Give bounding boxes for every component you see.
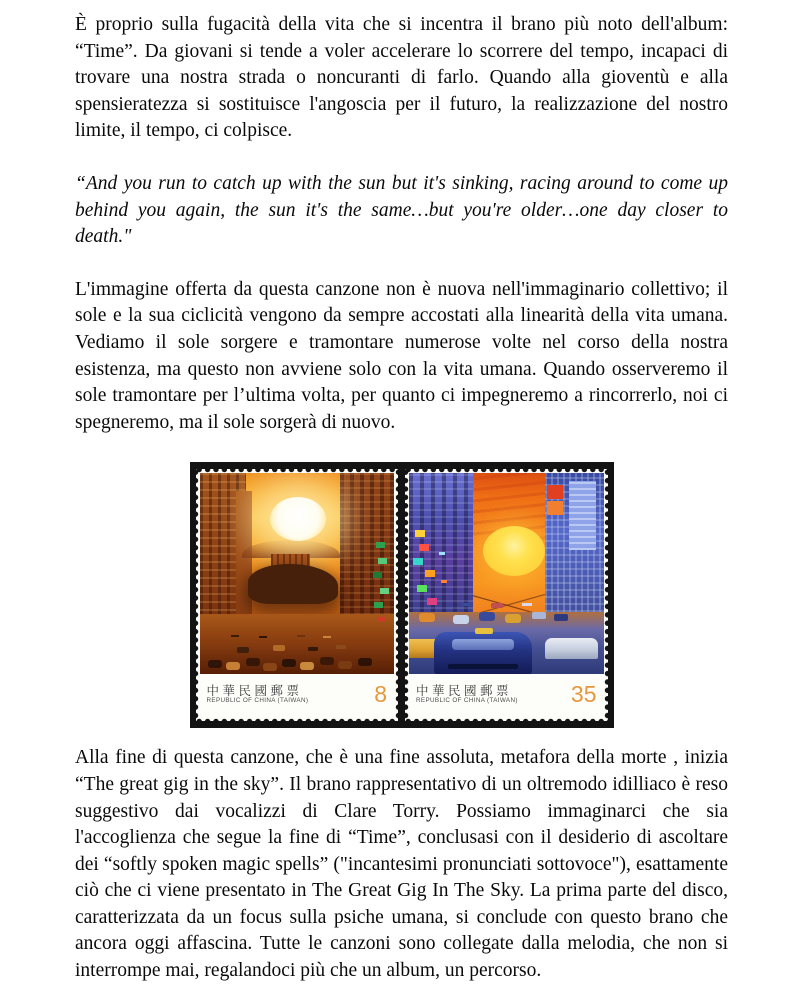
right-stamp-white-car xyxy=(545,638,598,659)
paragraph-intro-time: È proprio sulla fugacità della vita che si incentra il brano più noto dell'album: “Time”. Da giovani si tende a voler accelerare lo scorrere del tempo, incapaci di trovare una nostra strada o noncuranti di farlo. Quando alla gioventù e alla spensieratezza si sostituisce l'angoscia per il futuro, la realizzazione del nostro limite, il tempo, ci colpisce. xyxy=(75,14,728,142)
right-stamp xyxy=(405,469,608,721)
right-stamp-inscription: 中華民國郵票 xyxy=(416,683,513,698)
left-stamp-sun xyxy=(270,497,326,541)
left-stamp-perforation-left xyxy=(192,468,199,722)
stamps-figure xyxy=(190,462,614,728)
right-stamp-denomination: 35 xyxy=(570,681,597,708)
lyrics-quote: “And you run to catch up with the sun but it's sinking, racing around to come up behind you again, the sun it's the same…but you're older…one day closer to death." xyxy=(75,172,728,248)
right-stamp-road xyxy=(409,612,604,674)
left-stamp-inscription: 中華民國郵票 xyxy=(206,683,303,698)
right-stamp-neon-signs xyxy=(415,530,425,537)
right-stamp-perforation-left xyxy=(402,468,409,722)
right-stamp-country-label: REPUBLIC OF CHINA (TAIWAN) xyxy=(416,697,518,705)
left-stamp-perforation-top xyxy=(195,466,400,473)
right-stamp-light-tower xyxy=(569,481,596,549)
left-stamp xyxy=(196,469,399,721)
left-stamp-road xyxy=(200,614,395,674)
left-stamp-tree-silhouette xyxy=(248,564,337,604)
paragraph-sun-imagery: L'immagine offerta da questa canzone non è nuova nell'immaginario collettivo; il sole e la sua ciclicità vengono da sempre accostati alla linearità della vita umana. Vediamo il sole sorgere e tramontare numerose volte nel corso della nostra esistenza, ma questo non avviene solo con la vita umana. Quando osserveremo il sole tramontare per l’ultima volta, per quanto ci impegneremo a rincorrerlo, noi ci spegneremo, ma il sole sorgerà di nuovo. xyxy=(75,278,728,433)
right-stamp-buildings-left xyxy=(409,473,473,616)
left-stamp-denomination: 8 xyxy=(374,681,387,708)
right-stamp-navy-sedan xyxy=(434,632,531,674)
right-stamp-perforation-top xyxy=(404,466,609,473)
right-stamp-taxi-roof-sign xyxy=(475,628,493,634)
right-stamp-sun xyxy=(483,526,545,576)
right-stamp-sedan-grille xyxy=(448,664,518,669)
left-stamp-traffic xyxy=(208,660,222,668)
right-stamp-sedan-windshield xyxy=(452,639,514,650)
right-stamp-perforation-right xyxy=(604,468,611,722)
left-stamp-buildings-right xyxy=(340,473,394,624)
left-stamp-artwork xyxy=(200,473,395,674)
right-stamp-caption xyxy=(409,674,604,721)
paragraph-great-gig: Alla fine di questa canzone, che è una fine assoluta, metafora della morte , inizia “The great gig in the sky”. Il brano rappresentativo di un oltremodo idilliaco è reso suggestivo dai vocalizzi di Clare Torry. Possiamo immaginarci che sia l'accoglienza che segue la fine di “Time”, conclusasi con il desiderio di ascoltare dei “softly spoken magic spells” ("incantesimi pronunciati sottovoce"), esattamente ciò che ci viene presentato in The Great Gig In The Sky. La prima parte del disco, caratterizzata da un focus sulla psiche umana, si conclude con questo brano che ancora oggi affascina. Tutte le canzoni sono collegate dalla melodia, che non si interrompe mai, regalandoci più che un album, un percorso. xyxy=(75,747,728,982)
right-stamp-artwork xyxy=(409,473,604,674)
left-stamp-country-label: REPUBLIC OF CHINA (TAIWAN) xyxy=(206,697,309,705)
left-stamp-caption xyxy=(200,674,395,721)
left-stamp-neon-signs xyxy=(376,542,385,548)
right-stamp-traffic xyxy=(419,613,435,622)
left-stamp-perforation-right xyxy=(395,468,402,722)
right-stamp-red-sign xyxy=(547,485,563,499)
